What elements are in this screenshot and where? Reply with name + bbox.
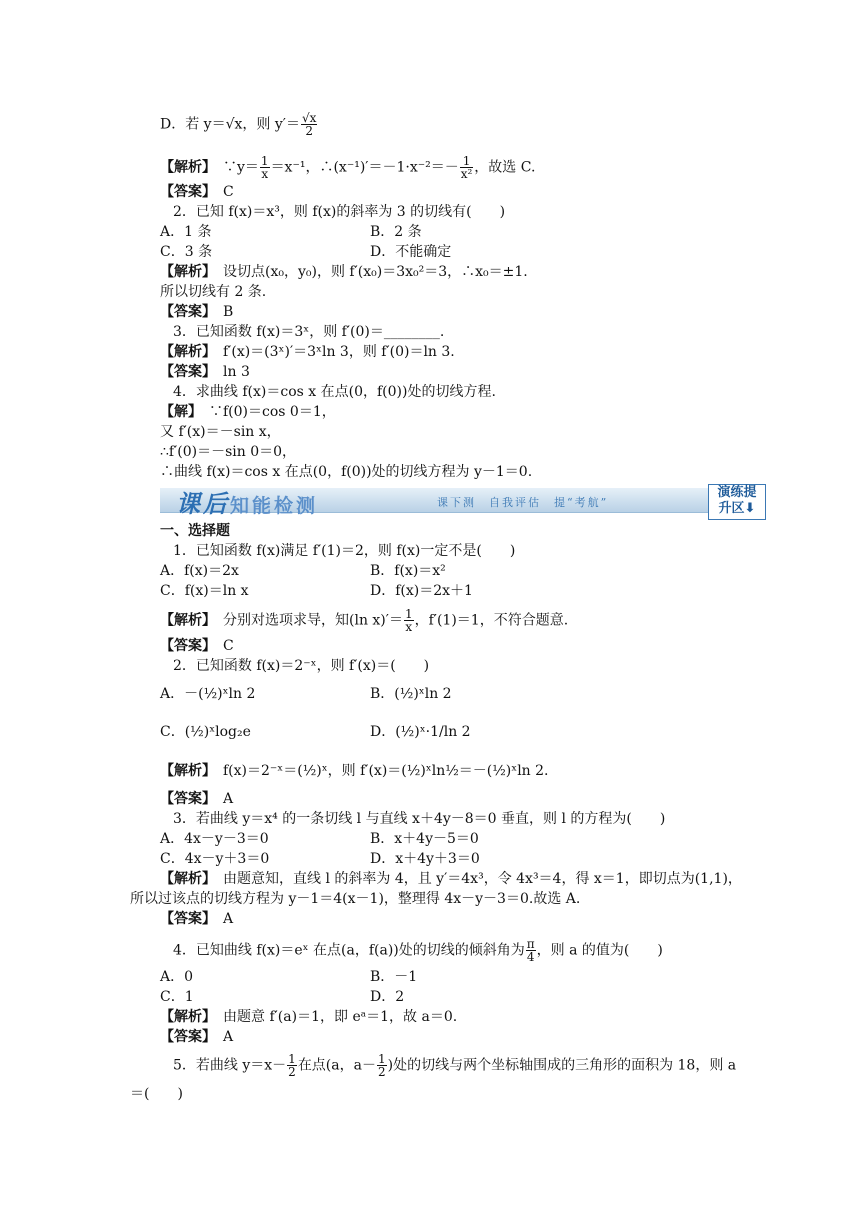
question-4: 4．求曲线 f(x)＝cos x 在点(0，f(0))处的切线方程.: [173, 384, 496, 400]
options-row: [160, 968, 418, 986]
fraction: [260, 155, 270, 180]
fraction: [526, 938, 536, 963]
solution-line: [160, 608, 568, 633]
options-row: [160, 850, 480, 868]
solution-label: 【解析】: [160, 159, 209, 176]
fraction: [460, 155, 474, 180]
solution-label: 【解析】: [160, 1009, 209, 1025]
solution-text: 所以切线有 2 条.: [160, 284, 267, 300]
frac-num: 1: [377, 1052, 386, 1066]
frac-den: x²: [460, 167, 473, 181]
fraction: [301, 112, 317, 137]
option-b: B．x＋4y－5＝0: [370, 831, 479, 847]
solution-label: 【解析】: [160, 871, 209, 887]
question-s1: 1．已知函数 f(x)满足 f′(1)＝2，则 f(x)一定不是( ): [173, 543, 516, 559]
answer-line: [160, 790, 233, 808]
option-b: B．(½)ˣln 2: [370, 686, 452, 702]
answer-label: 【答案】: [160, 1029, 209, 1045]
option-a: A．f(x)＝2x: [160, 563, 239, 579]
options-row: [160, 223, 422, 241]
section-banner: [160, 482, 764, 518]
answer-label: 【答案】: [160, 184, 209, 200]
question-text: 5．若曲线 y＝x－: [173, 1057, 287, 1074]
answer-label: 【答案】: [160, 791, 209, 807]
answer-value: A: [223, 1029, 234, 1045]
solution-line: [160, 343, 455, 361]
option-d: D．f(x)＝2x＋1: [370, 583, 473, 599]
question-text: ＝( ): [130, 1086, 183, 1102]
frac-den: 2: [305, 124, 313, 138]
option-d: D．不能确定: [370, 244, 452, 260]
question-text: ，则 a 的值为( ): [536, 942, 663, 959]
option-d-text2: ，则 y′＝: [242, 116, 300, 133]
option-d-line: [160, 112, 318, 137]
banner-title-sub: 知能检测: [230, 495, 319, 517]
option-b: B．－1: [370, 969, 418, 985]
solution-line: [160, 155, 535, 180]
options-row: [160, 830, 479, 848]
solution-line: [160, 403, 336, 421]
answer-line: [160, 303, 233, 321]
question-s5: [173, 1053, 736, 1078]
frac-den: x: [405, 620, 413, 634]
answer-line: [160, 1028, 233, 1046]
option-c: C．f(x)＝ln x: [160, 583, 249, 599]
solution-text: 又 f′(x)＝－sin x，: [160, 424, 281, 440]
option-a: A．4x－y－3＝0: [160, 831, 269, 847]
answer-value: A: [223, 911, 234, 927]
frac-num: π: [526, 937, 535, 951]
option-b: B．2 条: [370, 224, 422, 240]
frac-den: x: [261, 167, 269, 181]
option-c: C．(½)ˣlog₂e: [160, 724, 251, 740]
banner-box: [708, 484, 766, 520]
fraction: [404, 608, 414, 633]
solution-text: f(x)＝2⁻ˣ＝(½)ˣ，则 f′(x)＝(½)ˣln½＝－(½)ˣln 2.: [223, 763, 549, 779]
solution-text: ＝x⁻¹，∴(x⁻¹)′＝－1·x⁻²＝－: [270, 159, 459, 176]
solution-text: ∴f′(0)＝－sin 0＝0，: [160, 444, 297, 460]
option-d: D．(½)ˣ·1/ln 2: [370, 724, 471, 740]
answer-label: 【答案】: [160, 911, 209, 927]
solution-text: 由题意 f′(a)＝1，即 eᵃ＝1，故 a＝0.: [223, 1009, 458, 1025]
option-c: C．3 条: [160, 244, 213, 260]
question-s2: 2．已知函数 f(x)＝2⁻ˣ，则 f′(x)＝( ): [173, 658, 430, 674]
option-b: B．f(x)＝x²: [370, 563, 446, 579]
option-a: A．－(½)ˣln 2: [160, 686, 256, 702]
solution-text: 由题意知，直线 l 的斜率为 4，且 y′＝4x³，令 4x³＝4，得 x＝1，即切点为(1,1)，: [223, 871, 742, 887]
solution-text: ∵y＝: [223, 159, 259, 176]
question-text: )处的切线与两个坐标轴围成的三角形的面积为 18，则 a: [387, 1057, 737, 1074]
option-d-text: D．若 y＝: [160, 116, 226, 133]
frac-den: 4: [526, 950, 535, 964]
options-row: [160, 582, 473, 600]
answer-value: C: [223, 184, 234, 200]
answer-line: [160, 363, 250, 381]
solution-line: [160, 1008, 457, 1026]
options-row: [160, 723, 471, 741]
question-3: 3．已知函数 f(x)＝3ˣ，则 f′(0)＝________.: [173, 324, 445, 340]
answer-line: [160, 637, 234, 655]
fraction: [287, 1053, 297, 1078]
answer-label: 【答案】: [160, 638, 209, 654]
solution-label: 【解】: [160, 404, 195, 420]
solution-text: ∴曲线 f(x)＝cos x 在点(0，f(0))处的切线方程为 y－1＝0.: [160, 464, 533, 480]
banner-subtitle: 课下测 自我评估 提“考航”: [437, 496, 609, 509]
solution-text: 所以过该点的切线方程为 y－1＝4(x－1)，整理得 4x－y－3＝0.故选 A.: [130, 891, 581, 907]
option-c: C．4x－y＋3＝0: [160, 851, 270, 867]
solution-text: ，f′(1)＝1，不符合题意.: [414, 612, 569, 629]
option-c: C．1: [160, 989, 194, 1005]
frac-den: 2: [288, 1065, 296, 1079]
option-d: D．x＋4y＋3＝0: [370, 851, 480, 867]
solution-text: 分别对选项求导，知(ln x)′＝: [223, 612, 403, 629]
solution-label: 【解析】: [160, 612, 209, 629]
frac-num: √x: [301, 111, 317, 125]
solution-label: 【解析】: [160, 344, 209, 360]
question-s3: 3．若曲线 y＝x⁴ 的一条切线 l 与直线 x＋4y－8＝0 垂直，则 l 的方程为( ): [173, 811, 666, 827]
solution-text: ∵f(0)＝cos 0＝1，: [209, 404, 336, 420]
answer-label: 【答案】: [160, 304, 209, 320]
solution-label: 【解析】: [160, 763, 209, 779]
options-row: [160, 562, 446, 580]
answer-value: ln 3: [223, 364, 250, 380]
frac-num: 1: [260, 154, 269, 168]
frac-num: 1: [404, 607, 413, 621]
solution-line: [160, 870, 742, 888]
solution-text: f′(x)＝(3ˣ)′＝3ˣln 3，则 f′(0)＝ln 3.: [223, 344, 455, 360]
banner-box-line1: 演练提: [717, 485, 757, 500]
solution-line: [160, 762, 549, 780]
frac-num: 1: [460, 155, 474, 168]
banner-box-line2: 升区⬇: [718, 501, 756, 516]
sqrt-x: √x: [225, 116, 243, 133]
frac-num: 1: [288, 1052, 296, 1066]
question-2: 2．已知 f(x)＝x³，则 f(x)的斜率为 3 的切线有( ): [173, 204, 506, 220]
section-heading: 一、选择题: [160, 523, 230, 539]
question-text: 在点(a，a－: [297, 1057, 376, 1074]
answer-label: 【答案】: [160, 364, 209, 380]
question-s4: [173, 938, 663, 963]
fraction: [377, 1053, 387, 1078]
banner-title: [176, 484, 318, 519]
option-d: D．2: [370, 989, 405, 1005]
solution-label: 【解析】: [160, 264, 209, 280]
solution-line: [160, 263, 528, 281]
answer-value: C: [223, 638, 234, 654]
answer-line: [160, 910, 233, 928]
solution-text: ，故选 C.: [474, 159, 536, 176]
solution-text: 设切点(x₀，y₀)，则 f′(x₀)＝3x₀²＝3，∴x₀＝±1.: [223, 264, 528, 280]
question-text: 4．已知曲线 f(x)＝eˣ 在点(a，f(a))处的切线的倾斜角为: [173, 942, 525, 959]
option-a: A．1 条: [160, 224, 212, 240]
answer-value: B: [223, 304, 234, 320]
answer-line: [160, 183, 234, 201]
options-row: [160, 988, 405, 1006]
options-row: [160, 243, 452, 261]
option-a: A．0: [160, 969, 194, 985]
answer-value: A: [223, 791, 234, 807]
frac-den: 2: [377, 1065, 386, 1079]
options-row: [160, 685, 452, 703]
banner-title-main: 课后: [176, 490, 230, 518]
